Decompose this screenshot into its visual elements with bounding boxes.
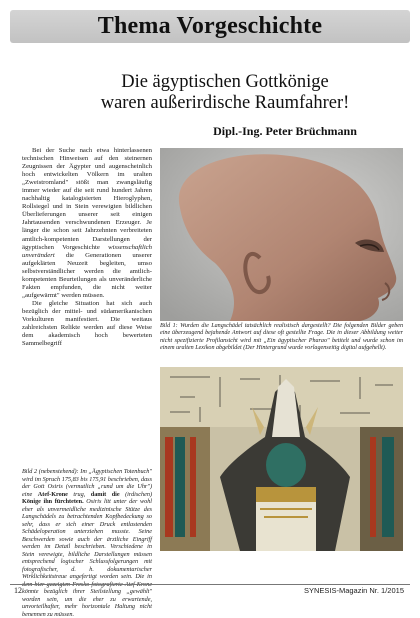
article-title-line1: Die ägyptischen Gottkönige [121, 72, 329, 92]
body-paragraph-1: Bei der Suche nach etwa hinterlassenen technischen Hinweisen auf den steinernen Zeugnissen der Ägypter und augenscheinlich hoch entwickelten Völkern im uralten „Zweistromland" stößt man zwangsläufig immer wieder auf die seit rund hundert Jahren nachhaltig katalogisierten Hieroglyphen, Rollsiegel und in Stein verewigten bildlichen Überlieferungen unserer seit einigen Jahrtausenden verschwundenen Erzeuger. Je länger die schon seit Jahrzehnten verbreiteten amtlich-kompetenten Darstellungen der ägyptischen Vorgeschichte wissenschaftlich unverändert die Generationen unserer aufgeklärten Neuzeit begleiten, umso selbstverständlicher werden die amtlich-kompetenten Beurteilungen als unveränderliche Fakten empfunden, die nicht weiter „aufgewärmt" werden müssen. [22, 147, 153, 299]
section-title: Thema Vorgeschichte [97, 13, 323, 39]
body-paragraph-2: Die gleiche Situation hat sich auch bezüglich der mittel- und südamerikanischen Vorkulturen manifestiert. Die weitaus zahlreichsten Relikte werden auf diese Weise dem akademisch hoch bewerteten Sammelbegriff [22, 299, 152, 348]
magazine-issue: SYNESIS-Magazin Nr. 1/2015 [303, 586, 404, 595]
body-text-column [22, 147, 152, 348]
article-title [60, 72, 390, 114]
elongated-skull-sculpture [160, 148, 403, 321]
figure1-pharaoh-profile-image [160, 148, 403, 321]
page-number: 12 [14, 586, 22, 595]
article-title-line2: waren außerirdische Raumfahrer! [100, 93, 350, 113]
figure1-caption: Bild 1: Wurden die Langschädel tatsächlich realistisch dargestellt? Die folgenden Bilder geben eine überzeugend bejahende Antwort auf diese oft gestellte Frage. Die in dieser Abbildung weiter nicht spezifizierte Profilansicht wird mit „Ein ägyptischer Pharao" betitelt und wurde schon im einem uralten Lexikon abgebildet (Der Hintergrund wurde vorlagenseitig digital aufgehellt). [160, 323, 403, 351]
figure2-osiris-fresco-image [160, 367, 403, 551]
osiris-atef-crown-fresco [160, 367, 403, 551]
footer-rule [10, 584, 410, 585]
figure2-caption: Bild 2 (nebenstehend): Im „Ägyptischen Totenbuch" wird im Spruch 175,83 bis 175,91 beschrieben, dass der Gott Osiris (vermutlich „rund um die Uhr") eine Atef-Krone trug, damit die (irdischen) Könige ihn fürchteten. Osiris litt unter der wohl eher als unvermeidliche medizinische Stütze des Langschädels zu betrachtenden Kopfbedeckung so sehr, dass er sich einer Druck entlastenden Schädeloperation unterziehen musste. Seine Beschwerden sowie auch der ärztliche Eingriff werden im Detail beschrieben. Verschiedene in Stein verewigte, bildliche Darstellungen müssen entsprechend logischer Schlussfolgerungen mit fotografischer, d. h. dokumentarischer Wirklichkeitstreue angefertigt worden sein. Die in dem hier gezeigten Fresko fotografierte Atef-Krone könnte bezüglich ihrer Steilstellung „gewählt" worden sein, um die eher zu erwartende, unvorteilhafter, mehr horizontale Haltung nicht benennen zu müssen. [22, 468, 153, 618]
section-header [10, 10, 410, 43]
article-author: Dipl.-Ing. Peter Brüchmann [213, 124, 357, 138]
